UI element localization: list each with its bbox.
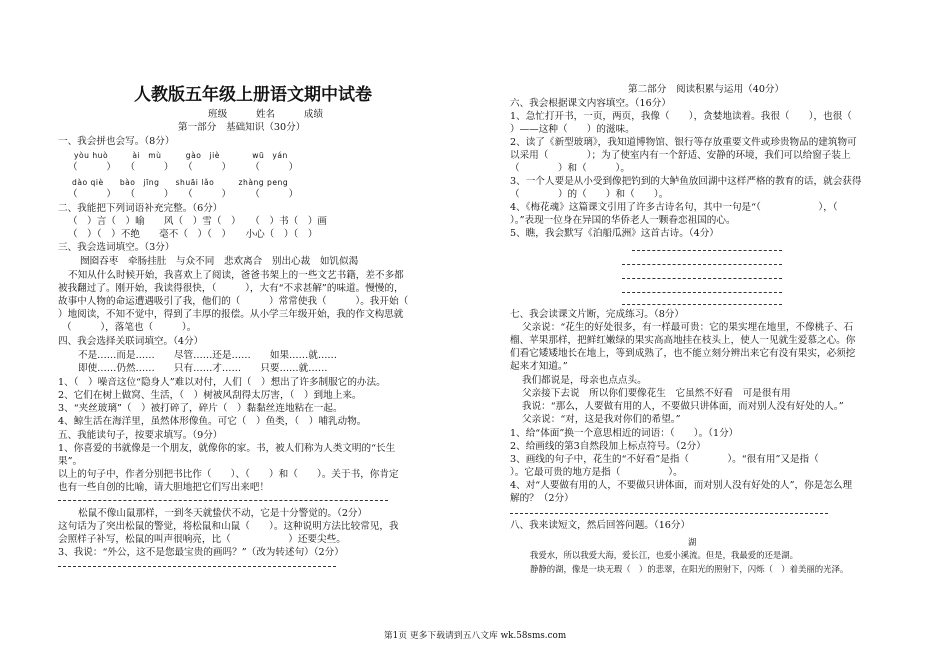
q6-l3: 2、读了《新型玻璃》，我知道博物馆、银行等存放重要文件或珍贵物品的建筑物可 bbox=[510, 137, 857, 148]
q6-l2: ）——这种（ ）的滋味。 bbox=[510, 124, 635, 135]
passage-p1: 我爱水，所以我爱大海，爱长江，也爱小溪流。但是，我最爱的还是湖。 bbox=[530, 550, 798, 560]
part2-title: 第二部分 阅读积累与运用（40分） bbox=[628, 84, 785, 95]
q5-s1b: 果”。 bbox=[58, 456, 83, 467]
q6-l4: 以采用（ ）；为了使室内有一个舒适、安静的环境，我们可以给窗子装上 bbox=[510, 150, 851, 161]
q7-p3: 父亲接下去说 所以你们要像花生 它虽然不好看 可是很有用 bbox=[522, 388, 791, 399]
q5-s1a: 1、你喜爱的书就像是一个朋友，就像你的家。书，被人们称为人类文明的“长生 bbox=[58, 443, 396, 454]
part1-title: 第一部分 基础知识（30分） bbox=[178, 122, 306, 133]
q7-p1b: 榴、苹果那样，把鲜红嫩绿的果实高高地挂在枝头上，使人一见就生爱慕之心。你 bbox=[510, 335, 856, 346]
q6-l1: 1、急忙打开书，一页，两页，我像（ ），贪婪地读着。我很（ ），也很（ bbox=[510, 111, 852, 122]
poem-line bbox=[622, 278, 782, 279]
q6-title: 六、我会根据课文内容填空。（16分） bbox=[510, 98, 671, 109]
q5-s2a: 松鼠不像山鼠那样，一到冬天就蛰伏不动，它是十分警觉的。（2分） bbox=[78, 508, 368, 519]
q5-s1d: 也有一些自创的比喻，请大胆地把它们写出来吧！ bbox=[58, 482, 270, 493]
q4-s2: 2、它们在树上做窝、生活，（ ）树被风刮得太厉害，（ ）到地上来。 bbox=[58, 390, 362, 401]
q6-l5: （ ）和（ ）。 bbox=[510, 163, 630, 174]
q7-p1a: 父亲说：“花生的好处很多，有一样最可贵：它的果实埋在地里，不像桃子、石 bbox=[522, 322, 854, 333]
q7-p5: 父亲说：“对，这是我对你们的希望。” bbox=[522, 414, 681, 425]
page-footer: 第1页 更多下载请到五八文库 wk.58sms.com bbox=[383, 631, 567, 641]
q3-p1: 不知从什么时候开始，我喜欢上了阅读，爸爸书架上的一些文艺书籍，差不多都 bbox=[68, 270, 404, 281]
q3-options: 囫囵吞枣 牵肠挂肚 与众不同 悲欢离合 别出心裁 如饥似渴 bbox=[80, 256, 359, 267]
q3-p5: （ ），落笔也（ ）。 bbox=[62, 322, 197, 333]
q5-s2b: 这句话为了突出松鼠的警觉，将松鼠和山鼠（ ）。这种说明方法比较常见，我 bbox=[58, 521, 399, 532]
q5-s1c: 以上的句子中，作者分别把书比作（ ）、（ ）和（ ）。关于书，你肯定 bbox=[58, 469, 399, 480]
q3-p3: 故事中人物的命运遭遇吸引了我，他们的（ ）常常使我（ ）。我开始（ bbox=[58, 296, 409, 307]
poem-line bbox=[622, 292, 782, 293]
q4-s3: 3、“夹丝玻璃”（ ）被打碎了，碎片（ ）黏黏丝连地粘在一起。 bbox=[58, 403, 343, 414]
q7-a3a: 3、画线的句子中，花生的“不好看”是指（ ）。“很有用”又是指（ bbox=[510, 454, 819, 465]
q4-s1: 1、（ ）噪音这位“隐身人”难以对付，人们（ ）想出了许多制服它的办法。 bbox=[58, 377, 386, 388]
q1-blanks-row2: （ ） （ ） （ ） （ ） bbox=[68, 189, 299, 200]
q6-l10: 5、瞧，我会默写《泊船瓜洲》这首古诗。（4分） bbox=[510, 228, 719, 239]
q6-l8: 4、《梅花魂》这篇课文引用了许多古诗名句，其中一句是“（ ），（ bbox=[510, 202, 838, 213]
q4-title: 四、我会选择关联词填空。（4分） bbox=[58, 336, 204, 347]
q2-row2: （ ）（ ）不绝 毫不（ ）（ ） 小心（ ）（ ） bbox=[68, 229, 318, 240]
q5-title: 五、我能读句子，按要求填写。（9分） bbox=[58, 430, 223, 441]
q7-a2: 2、给画线的第3自然段加上标点符号。（2分） bbox=[510, 441, 706, 452]
q7-a4a: 4、对“人要做有用的人，不要做只讲体面，而对别人没有好处的人”，你是怎么理 bbox=[510, 480, 853, 491]
answer-line bbox=[58, 566, 336, 567]
q2-title: 二、我能把下列词语补充完整。（6分） bbox=[58, 203, 223, 214]
q7-p1d: 起来才知道。” bbox=[510, 361, 568, 372]
q7-p2: 我们都说是，母亲也点点头。 bbox=[522, 375, 647, 386]
answer-line bbox=[510, 513, 828, 514]
q6-l9: ）。”表现一位身在异国的华侨老人一颗眷恋祖国的心。 bbox=[510, 215, 736, 226]
passage-p2: 静静的湖，像是一块无瑕（ ）的悲翠，在阳光的照射下，闪烁（ ）着美丽的光泽。 bbox=[530, 564, 849, 574]
q5-s3: 3、我说：“外公，这不是您最宝贵的画吗？”（改为转述句）（2分） bbox=[58, 547, 344, 558]
q7-title: 七、我会读课文片断，完成练习。（8分） bbox=[510, 309, 684, 320]
q4-s4: 4、鲸生活在海洋里，虽然体形像鱼。可它（ ）鱼类，（ ）哺乳动物。 bbox=[58, 416, 367, 427]
q4-words1: 不是……而是…… 尽管……还是…… 如果……就…… bbox=[78, 350, 338, 361]
passage-heading: 湖 bbox=[688, 537, 697, 547]
q7-p4: 我说：“那么，人要做有用的人，不要做只讲体面，而对别人没有好处的人。” bbox=[522, 401, 844, 412]
q1-pinyin-row1: yòu huò ài mù gào jiè wū yán bbox=[74, 151, 288, 160]
poem-line bbox=[622, 304, 782, 305]
poem-line bbox=[632, 250, 782, 251]
q6-l7: （ ）的（ ）和（ ）。 bbox=[510, 189, 669, 200]
exam-title: 人教版五年级上册语文期中试卷 bbox=[134, 85, 372, 105]
q1-blanks-row1: （ ） （ ） （ ） （ ） bbox=[68, 162, 299, 173]
q8-title: 八、我来读短文，然后回答问题。（16分） bbox=[510, 520, 691, 531]
q7-a1: 1、给“体面”换一个意思相近的词语：（ ）。（1分） bbox=[510, 428, 739, 439]
q7-a4b: 解的？（2分） bbox=[510, 493, 574, 504]
q3-title: 三、我会选词填空。（3分） bbox=[58, 242, 175, 253]
q3-p4: ）地阅读，不知不觉中，得到了丰厚的报偿。从小学三年级开始，我的作文构思就 bbox=[58, 309, 404, 320]
poem-line bbox=[622, 264, 782, 265]
q4-words2: 即使……仍然…… 只有……才…… 只要……就…… bbox=[78, 363, 328, 374]
q1-pinyin-row2: dào qiè bào jīng shuāi lǎo zhàng peng bbox=[72, 178, 289, 187]
q3-p2: 被我翻过了。刚开始，我读得很快，（ ），大有“不求甚解”的味道。慢慢的， bbox=[58, 283, 404, 294]
q2-row1: （ ）言（ ）喻 风（ ）雪（ ） （ ）书（ ）画 bbox=[68, 216, 328, 227]
info-line: 班级 姓名 成绩 bbox=[208, 109, 324, 120]
q6-l6: 3、一个人要是从小受到像把钓到的大鲈鱼放回湖中这样严格的教育的话，就会获得 bbox=[510, 176, 862, 187]
q5-s2c: 会照样子补写，松鼠的叫声很响亮，比（ ）还要尖些。 bbox=[58, 534, 346, 545]
q7-p1c: 们看它矮矮地长在地上，等到成熟了，也不能立刻分辨出来它有没有果实，必须挖 bbox=[510, 348, 856, 359]
q1-title: 一、我会拼也会写。（8分） bbox=[58, 136, 175, 147]
answer-line bbox=[58, 500, 388, 501]
q7-a3b: ）。它最可贵的地方是指（ ）。 bbox=[510, 467, 683, 478]
